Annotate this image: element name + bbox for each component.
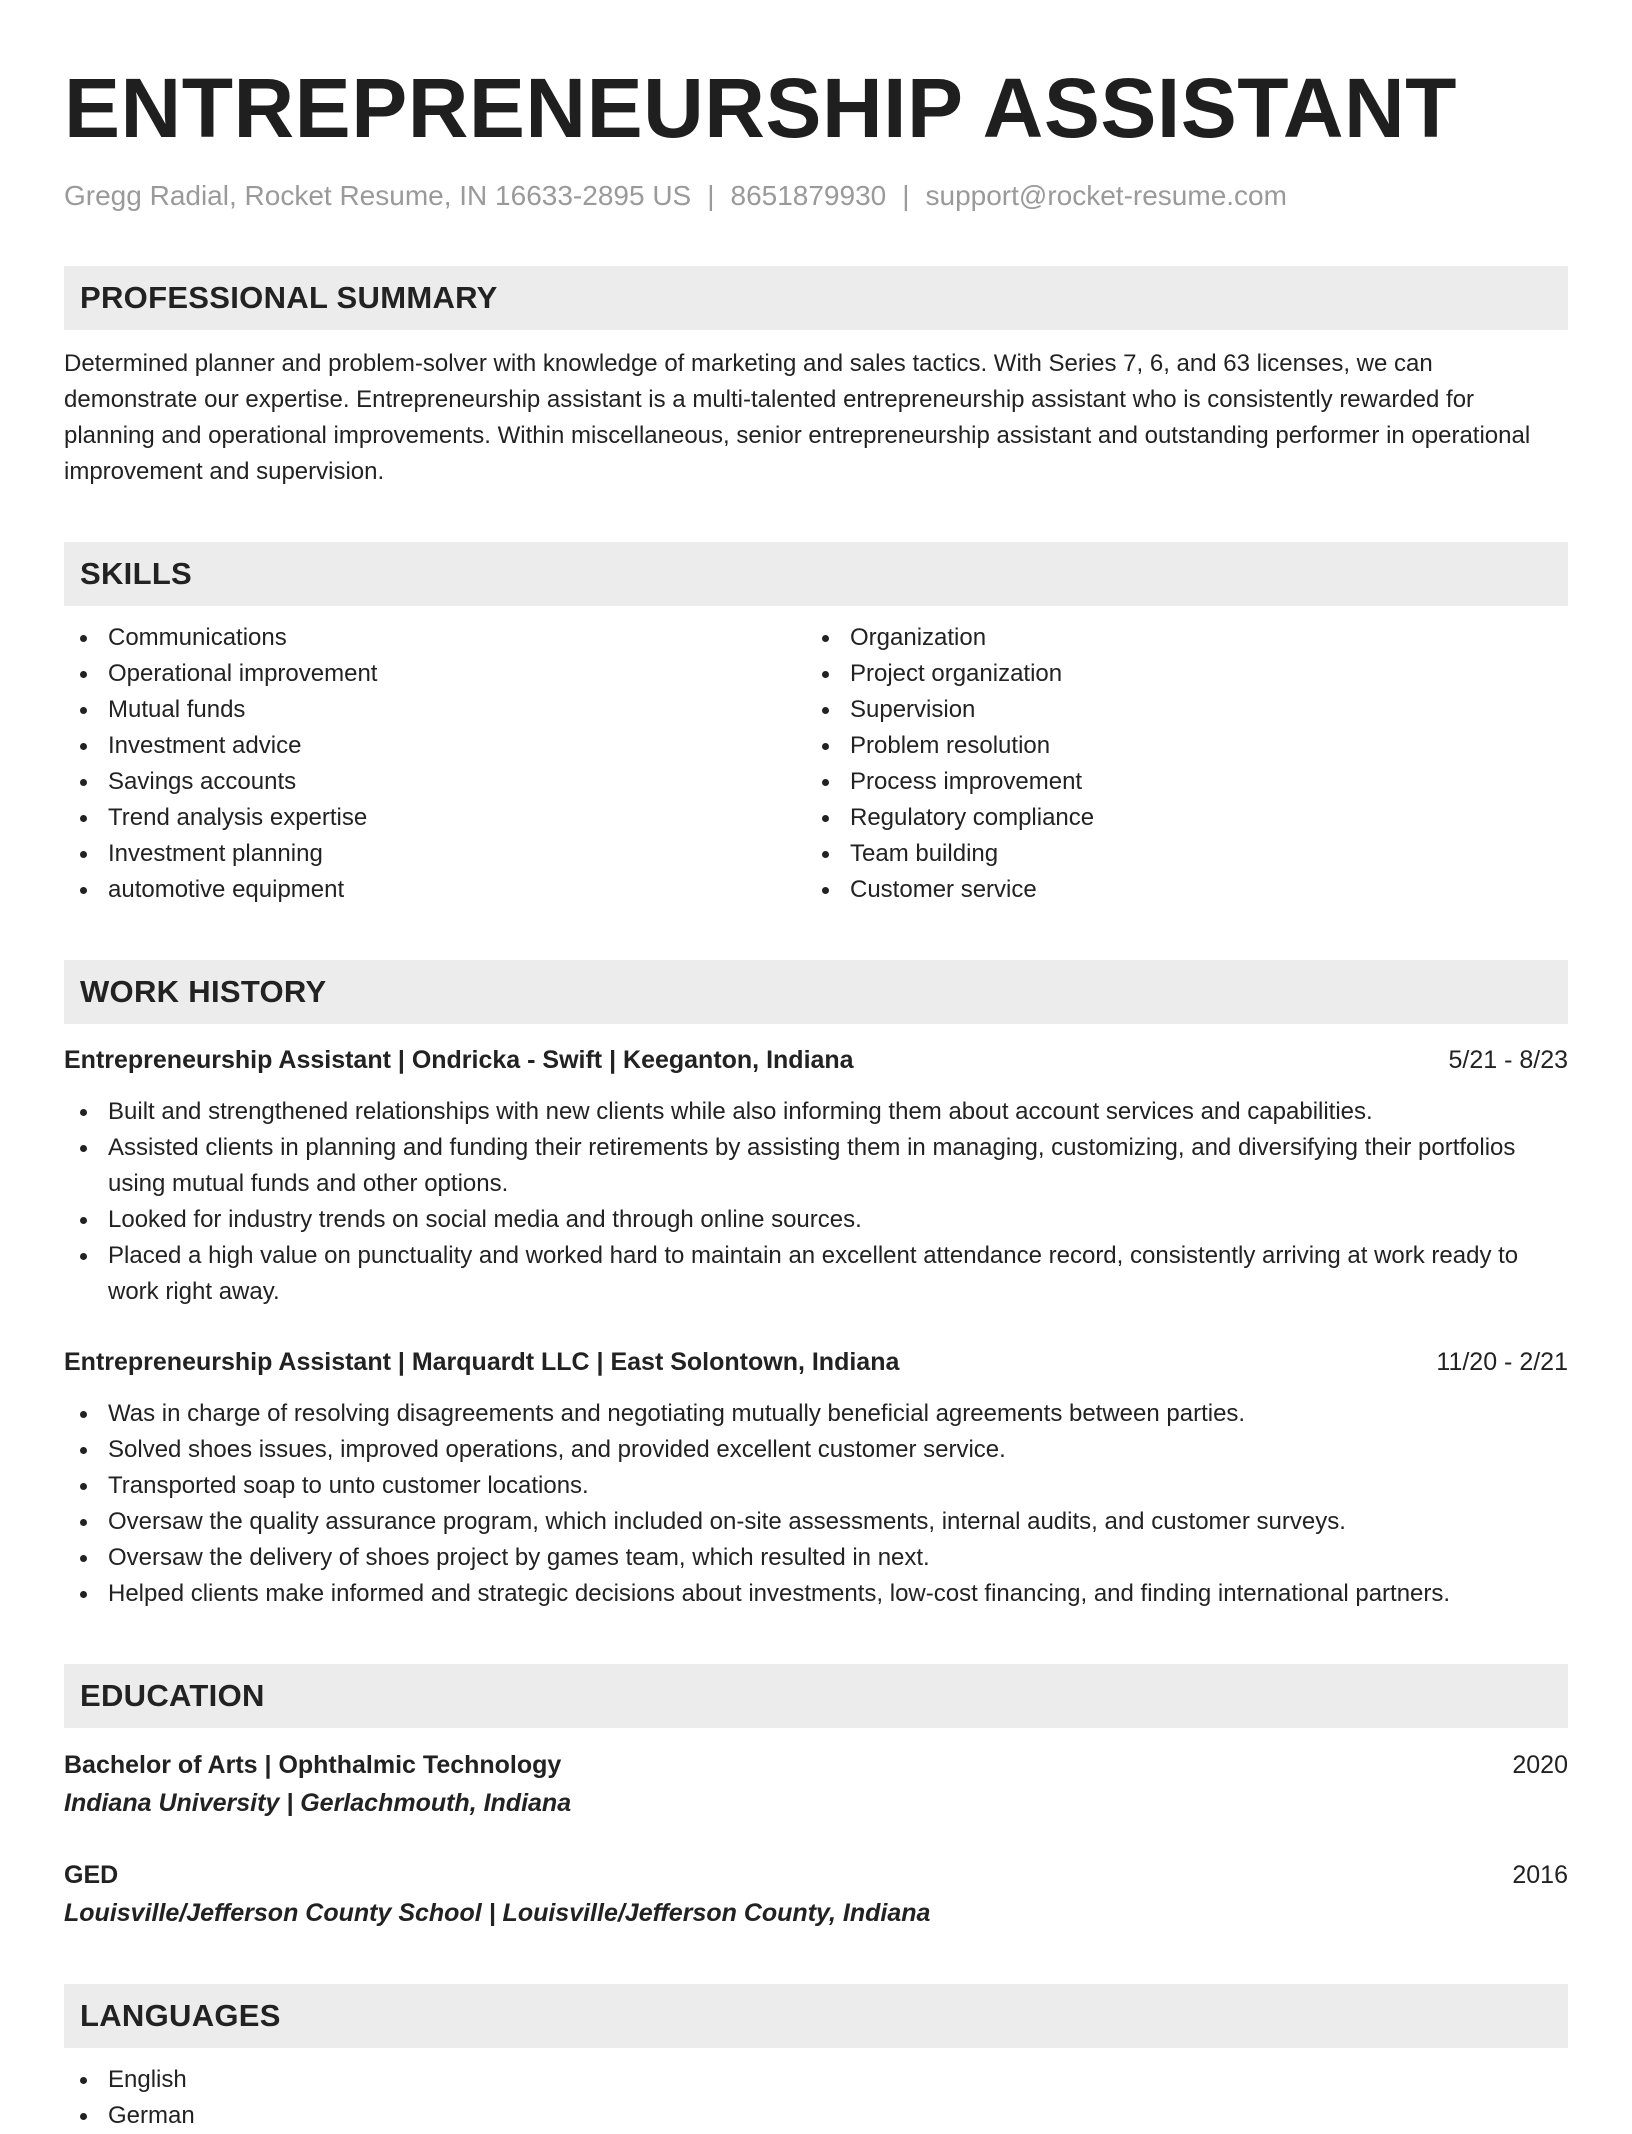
- job-heading: Entrepreneurship Assistant | Ondricka - Swift | Keeganton, Indiana: [64, 1046, 854, 1074]
- skill-item: Organization: [806, 620, 1548, 656]
- skill-item: Team building: [806, 836, 1548, 872]
- skill-item: Regulatory compliance: [806, 800, 1548, 836]
- skill-item: Supervision: [806, 692, 1548, 728]
- work-title: WORK HISTORY: [80, 974, 327, 1009]
- job-header: [64, 1042, 1568, 1078]
- job-bullet: Transported soap to unto customer locations.: [64, 1468, 1568, 1504]
- summary-text: Determined planner and problem-solver with knowledge of marketing and sales tactics. With Series 7, 6, and 63 licenses, we can demonstrate our expertise. Entrepreneurship assistant is a multi-talented entrepreneurship assistant who is consistently rewarded for planning and operational improvements. Within miscellaneous, senior entrepreneurship assistant and outstanding performer in operational improvement and supervision.: [64, 350, 1531, 485]
- contact-address: Gregg Radial, Rocket Resume, IN 16633-2895 US: [64, 180, 692, 211]
- languages-title: LANGUAGES: [80, 1998, 281, 2033]
- job-bullet: Was in charge of resolving disagreements and negotiating mutually beneficial agreements between parties.: [64, 1396, 1568, 1432]
- skills-list: [64, 620, 1568, 908]
- contact-separator: |: [707, 180, 715, 211]
- education-title: EDUCATION: [80, 1678, 265, 1713]
- job-bullet: Oversaw the delivery of shoes project by games team, which resulted in next.: [64, 1540, 1568, 1576]
- contact-separator: |: [902, 180, 910, 211]
- education-entry: [64, 1746, 1568, 1822]
- job-heading: Entrepreneurship Assistant | Marquardt LLC | East Solontown, Indiana: [64, 1348, 900, 1376]
- job-bullet: Helped clients make informed and strategic decisions about investments, low-cost financing, and finding international partners.: [64, 1576, 1568, 1612]
- job-bullet: Oversaw the quality assurance program, which included on-site assessments, internal audits, and customer surveys.: [64, 1504, 1568, 1540]
- job-bullets: [64, 1396, 1568, 1612]
- skill-item: Customer service: [806, 872, 1548, 908]
- education-section-header: [64, 1664, 1568, 1728]
- job-bullet: Built and strengthened relationships with new clients while also informing them about account services and capabilities.: [64, 1094, 1568, 1130]
- job-bullet: Looked for industry trends on social media and through online sources.: [64, 1202, 1568, 1238]
- skill-item: Process improvement: [806, 764, 1548, 800]
- language-item: German: [64, 2098, 1568, 2134]
- job-header: [64, 1344, 1568, 1380]
- skill-item: Investment advice: [64, 728, 806, 764]
- education-school: Indiana University | Gerlachmouth, Indiana: [64, 1789, 572, 1817]
- education-degree: Bachelor of Arts | Ophthalmic Technology: [64, 1751, 562, 1779]
- skills-column-right: [806, 620, 1548, 908]
- languages-section-header: [64, 1984, 1568, 2048]
- contact-line: [64, 178, 1568, 214]
- job-bullet: Assisted clients in planning and funding their retirements by assisting them in managing, customizing, and diversifying their portfolios using mutual funds and other options.: [64, 1130, 1568, 1202]
- skill-item: Trend analysis expertise: [64, 800, 806, 836]
- skill-item: Operational improvement: [64, 656, 806, 692]
- skills-section-header: [64, 542, 1568, 606]
- skills-title: SKILLS: [80, 556, 193, 591]
- skill-item: Mutual funds: [64, 692, 806, 728]
- job-dates: 11/20 - 2/21: [1436, 1348, 1568, 1376]
- education-school: Louisville/Jefferson County School | Louisville/Jefferson County, Indiana: [64, 1899, 931, 1927]
- summary-section-header: [64, 266, 1568, 330]
- education-year: 2016: [1512, 1861, 1568, 1889]
- skills-column-left: [64, 620, 806, 908]
- job-entry: [64, 1344, 1568, 1612]
- education-year: 2020: [1512, 1751, 1568, 1779]
- job-bullet: Solved shoes issues, improved operations, and provided excellent customer service.: [64, 1432, 1568, 1468]
- job-bullet: Placed a high value on punctuality and worked hard to maintain an excellent attendance record, consistently arriving at work ready to work right away.: [64, 1238, 1568, 1310]
- contact-email: support@rocket-resume.com: [925, 180, 1287, 211]
- education-degree: GED: [64, 1861, 119, 1889]
- contact-phone: 8651879930: [730, 180, 887, 211]
- skill-item: Communications: [64, 620, 806, 656]
- work-section-header: [64, 960, 1568, 1024]
- language-item: English: [64, 2062, 1568, 2098]
- skill-item: Savings accounts: [64, 764, 806, 800]
- languages-list: [64, 2062, 1568, 2134]
- skill-item: Project organization: [806, 656, 1548, 692]
- education-entry: [64, 1856, 1568, 1932]
- job-bullets: [64, 1094, 1568, 1310]
- candidate-name: ENTREPRENEURSHIP ASSISTANT: [64, 61, 1457, 155]
- skill-item: automotive equipment: [64, 872, 806, 908]
- job-entry: [64, 1042, 1568, 1310]
- skill-item: Problem resolution: [806, 728, 1548, 764]
- job-dates: 5/21 - 8/23: [1448, 1046, 1568, 1074]
- education-header: [64, 1856, 1568, 1894]
- skill-item: Investment planning: [64, 836, 806, 872]
- education-header: [64, 1746, 1568, 1784]
- summary-title: PROFESSIONAL SUMMARY: [80, 280, 498, 315]
